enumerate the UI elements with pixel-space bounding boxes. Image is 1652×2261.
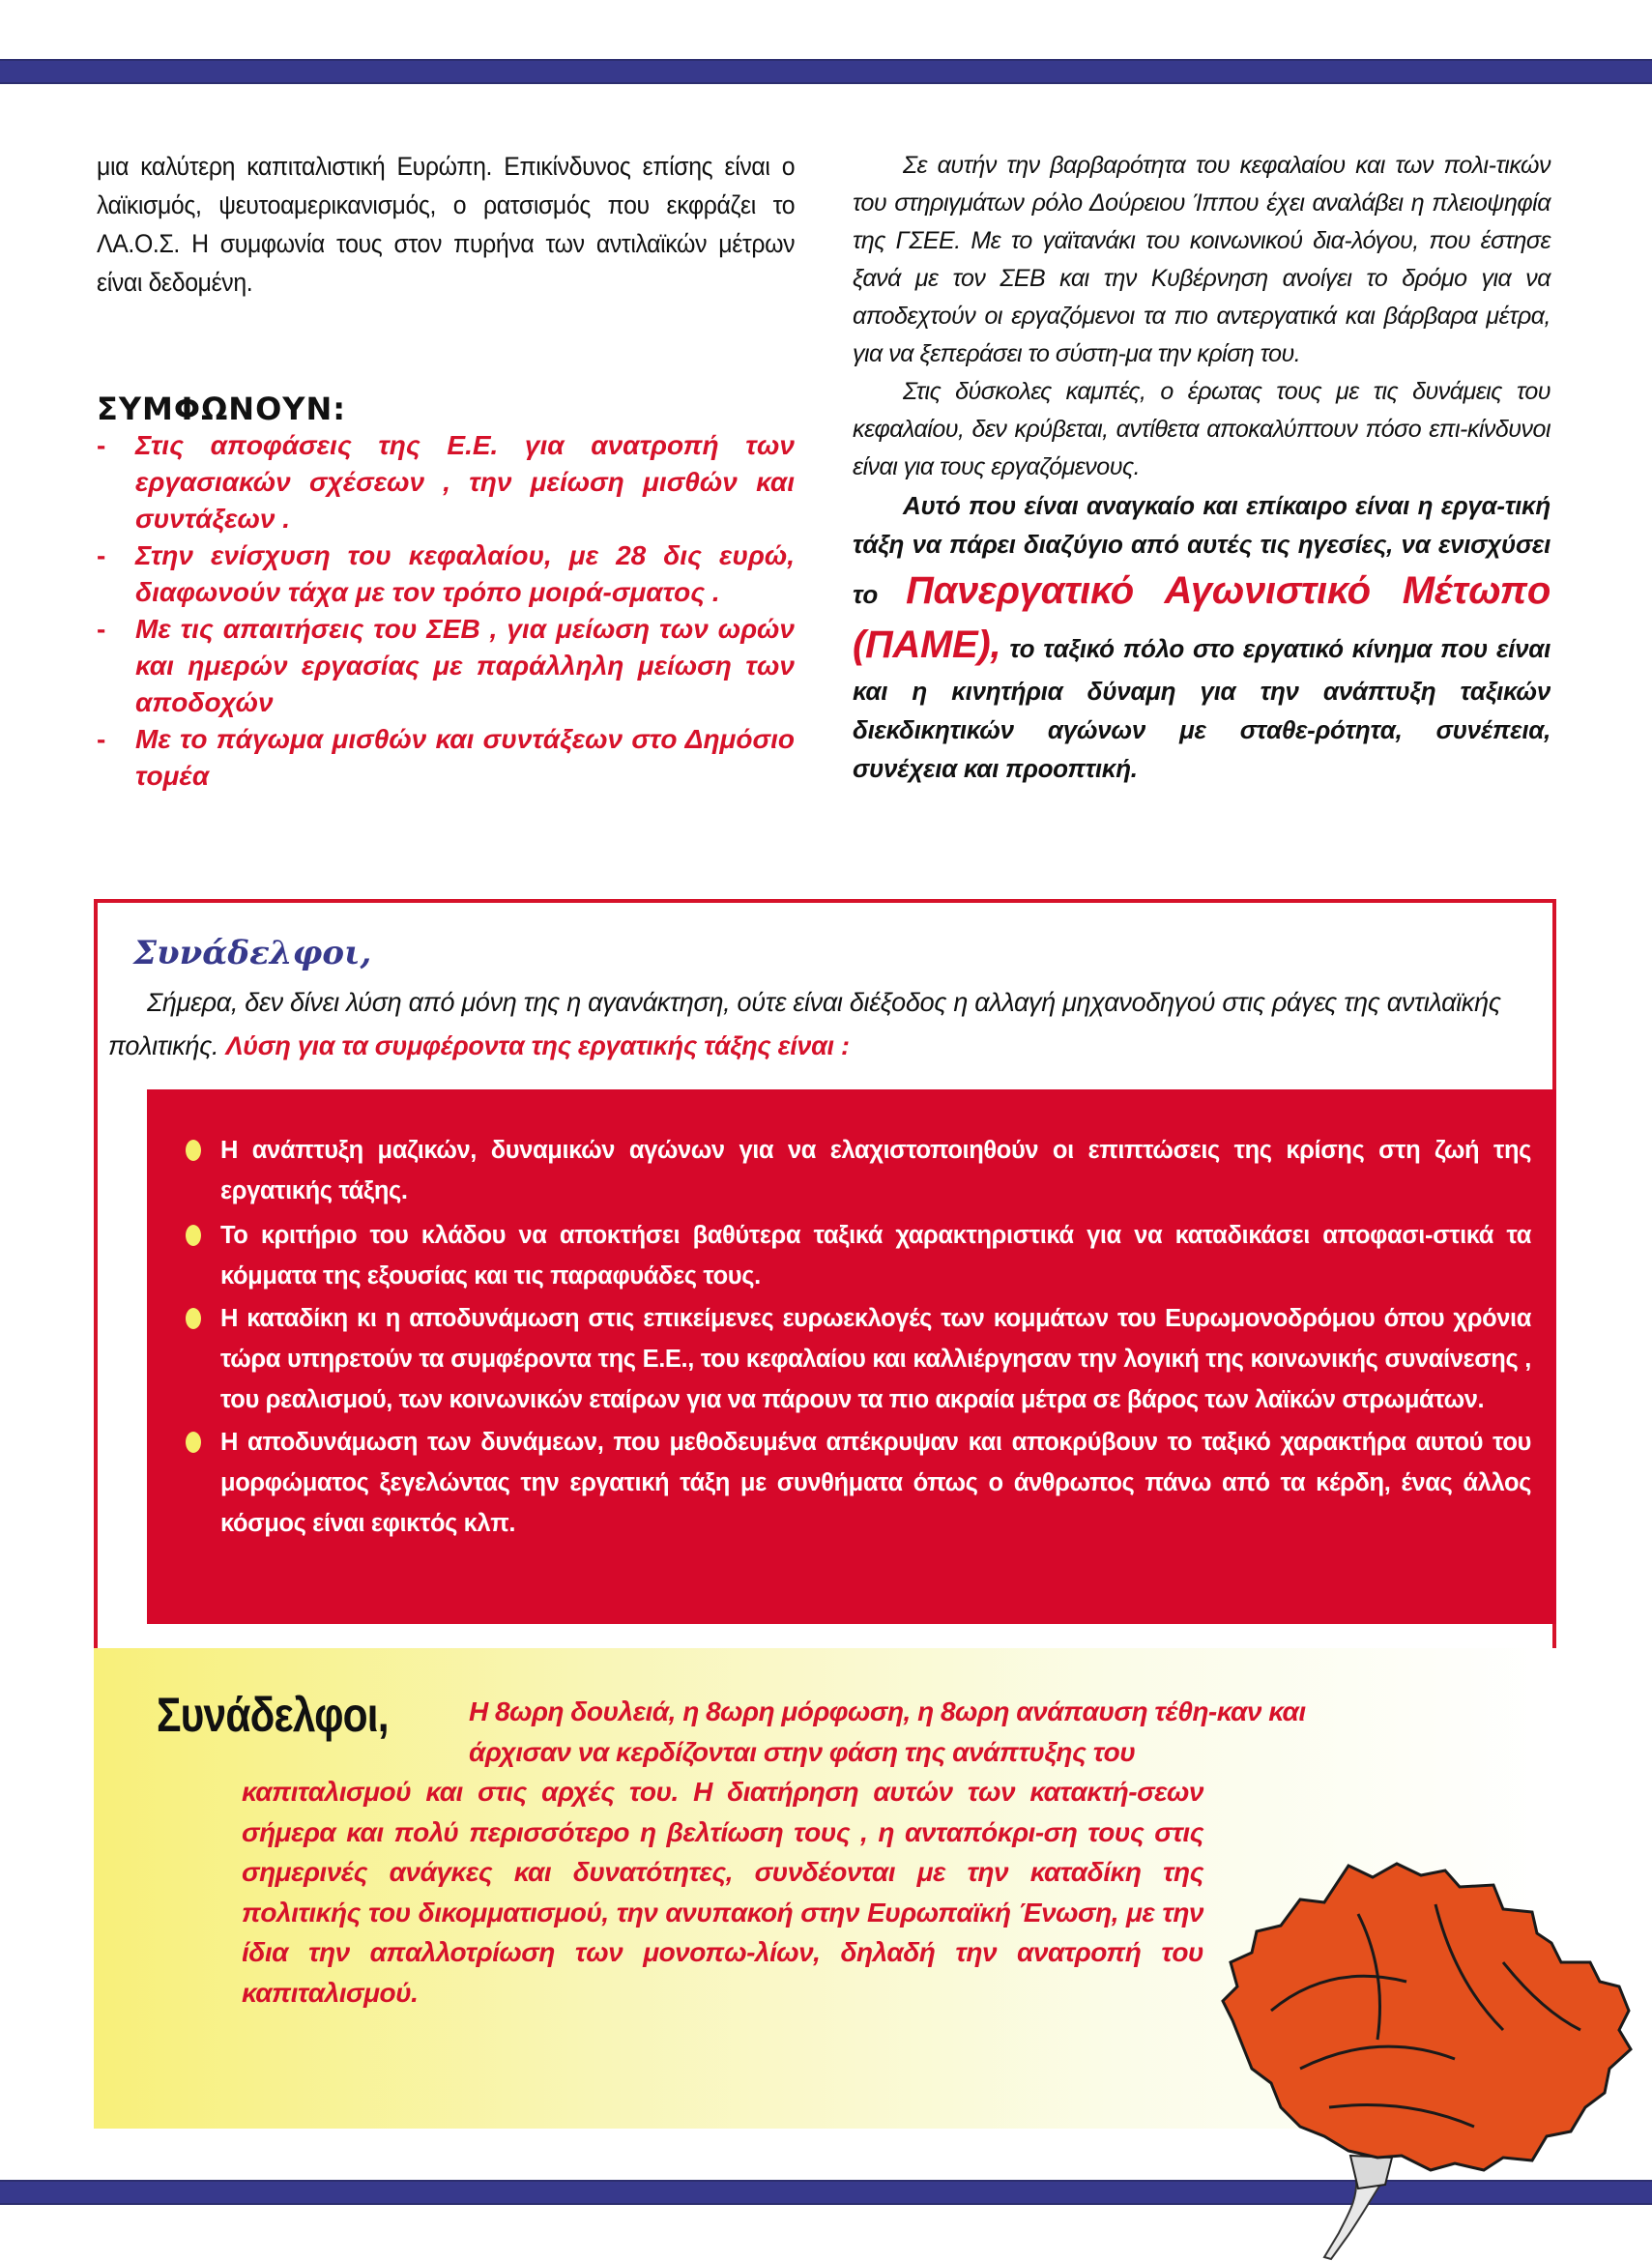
yellow-bullet-icon (186, 1308, 201, 1329)
agree-item: - Με το πάγωμα μισθών και συντάξεων στο Δημόσιο τομέα (97, 721, 795, 795)
agree-item: - Στις αποφάσεις της Ε.Ε. για ανατροπή των εργασιακών σχέσεων , την μείωση μισθών και συντάξεων . (97, 427, 795, 537)
pame-highlight: Πανεργατικό Αγωνιστικό Μέτωπο (ΠΑΜΕ), (853, 569, 1551, 666)
appeal-highlight: Λύση για τα συμφέροντα της εργατικής τάξης είναι : (225, 1031, 850, 1060)
right-paragraph-3: Αυτό που είναι αναγκαίο και επίκαιρο είναι η εργα-τική τάξη να πάρει διαζύγιο από αυτές τις ηγεσίες, να ενισχύσει το Πανεργατικό Αγωνιστικό Μέτωπο (ΠΑΜΕ), το ταξικό πόλο στο εργατικό κίνημα που είναι και η κινητήρια δύναμη για την ανάπτυξη ταξικών διεκδικητικών αγώνων με σταθε-ρότητα, συνέπεια, συνέχεια και προοπτική. (853, 491, 1551, 783)
yellow-bullet-icon (186, 1140, 201, 1161)
left-column (97, 147, 795, 795)
dash-bullet: - (97, 724, 106, 754)
solutions-block (147, 1089, 1556, 1624)
solutions-list (147, 1089, 1556, 1544)
carnation-sepal (1350, 2156, 1392, 2189)
dash-bullet: - (97, 430, 106, 460)
agree-item: - Με τις απαιτήσεις του ΣΕΒ , για μείωση των ωρών και ημερών εργασίας με παράλληλη μείωση των αποδοχών (97, 611, 795, 721)
appeal-title: Συνάδελφοι, (133, 934, 372, 972)
dash-bullet: - (97, 540, 106, 570)
dash-bullet: - (97, 614, 106, 644)
closing-title: Συνάδελφοι, (157, 1688, 389, 1742)
carnation-petals (1223, 1864, 1631, 2170)
yellow-bullet-icon (186, 1432, 201, 1453)
closing-first-lines: Η 8ωρη δουλειά, η 8ωρη μόρφωση, η 8ωρη ανάπαυση τέθη-καν και άρχισαν να κερδίζονται στην φάση της ανάπτυξης του (469, 1696, 1306, 1767)
agree-heading: ΣΥΜΦΩΝΟΥΝ: (97, 391, 347, 427)
solution-item: Η καταδίκη κι η αποδυνάμωση στις επικείμενες ευρωεκλογές των κομμάτων του Ευρωμονοδρόμου όπου χρόνια τώρα υπηρετούν τα συμφέροντα της Ε.Ε., του κεφαλαίου και καλλιέργησαν την λογική της κοινωνικής συναίνεσης , του ρεαλισμού, των κοινωνικών εταίρων για να πάρουν τα πιο ακραία μέτρα σε βάρος των λαϊκών στρωμάτων. (186, 1298, 1531, 1420)
closing-body: καπιταλισμού και στις αρχές του. Η διατήρηση αυτών των κατακτή-σεων σήμερα και πολύ περισσότερο η βελτίωση τους , η ανταπόκρι-ση τους στις σημερινές ανάγκες και δυνατότητες, συνδέονται με την καταδίκη της πολιτικής του δικομματισμού, την ανυπακοή στην Ευρωπαϊκή Ένωση, με την ίδια την απαλλοτρίωση των μονοπω-λίων, δηλαδή την ανατροπή του καπιταλισμού. (242, 1777, 1203, 2008)
carnation-stem (1324, 2175, 1385, 2259)
right-paragraph-2: Στις δύσκολες καμπές, ο έρωτας τους με τις δυνάμεις του κεφαλαίου, δεν κρύβεται, αντίθετα αποκαλύπτουν πόσο επι-κίνδυνοι είναι για τους εργαζόμενους. (853, 378, 1551, 480)
appeal-body: Σήμερα, δεν δίνει λύση από μόνη της η αγανάκτηση, ούτε είναι διέξοδος η αλλαγή μηχανοδηγού στις ράγες της αντιλαϊκής πολιτικής. Λύση για τα συμφέροντα της εργατικής τάξης είναι : (108, 988, 1501, 1060)
yellow-bullet-icon (186, 1225, 201, 1246)
top-blue-bar (0, 59, 1652, 84)
solution-item: Το κριτήριο του κλάδου να αποκτήσει βαθύτερα ταξικά χαρακτηριστικά για να καταδικάσει αποφασι-στικά τα κόμματα της εξουσίας και τις παραφυάδες τους. (186, 1215, 1531, 1296)
carnation-icon (1213, 1817, 1652, 2261)
right-column (853, 147, 1551, 788)
solution-item: Η αποδυνάμωση των δυνάμεων, που μεθοδευμένα απέκρυψαν και αποκρύβουν το ταξικό χαρακτήρα αυτού του μορφώματος ξεγελώντας την εργατική τάξη με συνθήματα όπως ο άνθρωπος πάνω από τα κέρδη, ένας άλλος κόσμος είναι εφικτός κλπ. (186, 1422, 1531, 1544)
agree-list (97, 427, 795, 795)
right-paragraph-1: Σε αυτήν την βαρβαρότητα του κεφαλαίου και των πολι-τικών του στηριγμάτων ρόλο Δούρειου Ίππου έχει αναλάβει η πλειοψηφία της ΓΣΕΕ. Με το γαϊτανάκι του κοινωνικού δια-λόγου, που έστησε ξανά με τον ΣΕΒ και την Κυβέρνηση ανοίγει το δρόμο για να αποδεχτούν οι εργαζόμενοι τα πιο αντεργατικά και βάρβαρα μέτρα, για να ξεπεράσει το σύστη-μα την κρίση του. (853, 152, 1551, 367)
agree-item: - Στην ενίσχυση του κεφαλαίου, με 28 δις ευρώ, διαφωνούν τάχα με τον τρόπο μοιρά-σματος . (97, 537, 795, 611)
intro-paragraph: μια καλύτερη καπιταλιστική Ευρώπη. Επικίνδυνος επίσης είναι ο λαϊκισμός, ψευτοαμερικανισμός, ο ρατσισμός που εκφράζει το ΛΑ.Ο.Σ. Η συμφωνία τους στον πυρήνα των αντιλαϊκών μέτρων είναι δεδομένη. (97, 152, 796, 297)
solution-item: Η ανάπτυξη μαζικών, δυναμικών αγώνων για να ελαχιστοποιηθούν οι επιπτώσεις της κρίσης στη ζωή της εργατικής τάξης. (186, 1130, 1531, 1211)
